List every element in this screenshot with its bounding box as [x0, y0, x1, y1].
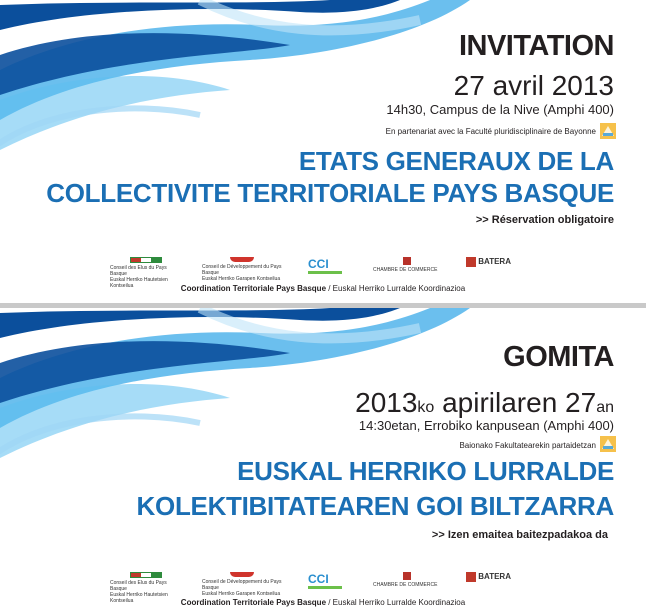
- event-date: 27 avril 2013: [453, 70, 614, 101]
- reservation-note: >> Izen emaitea baitezpadakoa da: [431, 529, 608, 541]
- invitation-title: INVITATION: [458, 30, 614, 62]
- logo-batera: BATERA: [466, 257, 526, 267]
- invitation-card-fr: [0, 0, 646, 303]
- logo-elus-conseil: Conseil des Elus du Pays Basque Euskal Herriko Hautetsien Kontseilua: [110, 572, 180, 604]
- logo-cci: CCI: [308, 572, 348, 591]
- event-place: 14h30, Campus de la Nive (Amphi 400): [386, 102, 614, 117]
- faculty-logo-icon: [600, 436, 616, 452]
- headline-line-2: KOLEKTIBITATEAREN GOI BILTZARRA: [136, 491, 614, 521]
- coordination-footer: Coordination Territoriale Pays Basque / Euskal Herriko Lurralde Koordinazioa: [180, 598, 466, 607]
- faculty-logo-icon: [600, 123, 616, 139]
- reservation-note: >> Réservation obligatoire: [475, 214, 614, 226]
- headline-line-2: COLLECTIVITE TERRITORIALE PAYS BASQUE: [46, 178, 614, 208]
- coordination-footer: Coordination Territoriale Pays Basque / Euskal Herriko Lurralde Koordinazioa: [180, 284, 466, 293]
- headline-line-1: ETATS GENERAUX DE LA: [298, 146, 614, 176]
- partner-text: Baionako Fakultatearekin partaidetzan: [459, 441, 596, 450]
- logo-chamber: CHAMBRE DE COMMERCE: [373, 572, 443, 588]
- logo-dev-conseil: Conseil de Développement du Pays Basque Euskal Herriko Garapen Kontseilua: [202, 257, 282, 282]
- partner-text: En partenariat avec la Faculté pluridisciplinaire de Bayonne: [385, 127, 596, 136]
- logo-elus-conseil: Conseil des Elus du Pays Basque Euskal Herriko Hautetsien Kontseilua: [110, 257, 180, 289]
- gomita-title: GOMITA: [503, 341, 614, 373]
- event-place: 14:30etan, Errobiko kanpusean (Amphi 400): [358, 418, 614, 433]
- event-date: 2013ko apirilaren 27an: [355, 387, 614, 418]
- logo-chamber: CHAMBRE DE COMMERCE: [373, 257, 443, 273]
- logo-cci: CCI: [308, 257, 348, 276]
- logo-dev-conseil: Conseil de Développement du Pays Basque Euskal Herriko Garapen Kontseilua: [202, 572, 282, 597]
- logo-batera: BATERA: [466, 572, 526, 582]
- headline-line-1: EUSKAL HERRIKO LURRALDE: [237, 456, 614, 486]
- invitation-card-eu: [0, 308, 646, 611]
